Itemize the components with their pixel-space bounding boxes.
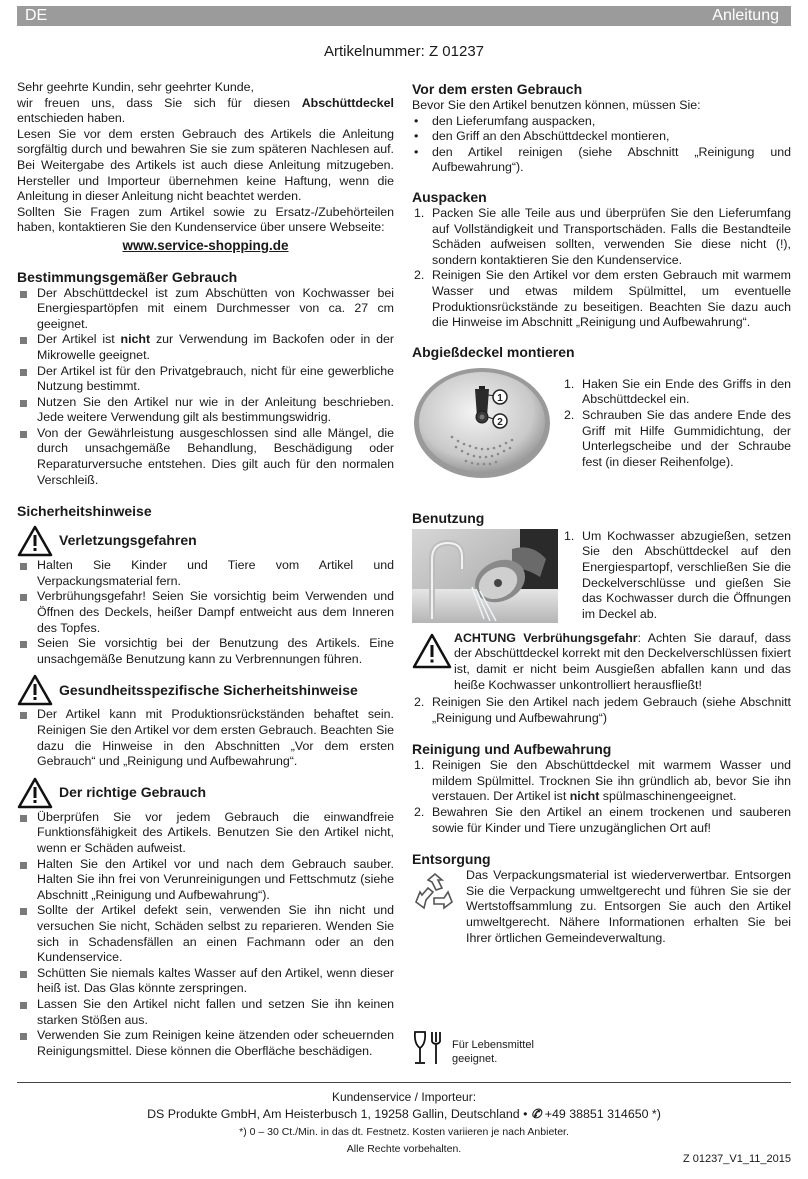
- list-item: 1. Reinigen Sie den Abschüttdeckel mit warmem Wasser und mildem Spülmittel. Trocknen Sie ihn gründlich ab, bevor Sie ihn verstauen. Der Artikel ist nicht spülmaschinengeeignet.: [414, 758, 791, 804]
- list-item: Verbrühungsgefahr! Seien Sie vorsichtig beim Verwenden und Öffnen des Deckels, heißer Dampf entweicht aus dem Inneren des Topfes.: [17, 589, 394, 636]
- list-item: Schütten Sie niemals kaltes Wasser auf den Artikel, wenn dieser heiß ist. Das Glas könnte zerspringen.: [17, 966, 394, 997]
- list-item: Der Artikel ist für den Privatgebrauch, nicht für eine gewerbliche Nutzung bestimmt.: [17, 364, 394, 395]
- list-item: Der Artikel kann mit Produktionsrückständen behaftet sein. Reinigen Sie den Artikel vor dem ersten Gebrauch. Beachten Sie dazu die Hinweise in den Abschnitten „Vor dem ersten Gebrauch“ und „Reinigung und Aufbewahrung“.: [17, 707, 394, 769]
- callout-2: 2: [497, 416, 503, 428]
- pouring-photo: [412, 529, 558, 623]
- language-code: DE: [25, 7, 48, 24]
- list-item: • den Artikel reinigen (siehe Abschnitt „Reinigung und Aufbewahrung“).: [412, 145, 791, 176]
- recycling-icon: [412, 870, 458, 916]
- footer-address: DS Produkte GmbH, Am Heisterbusch 1, 19258 Gallin, Deutschland • ✆ +49 38851 314650 *): [147, 1107, 661, 1121]
- list-item: 2. Reinigen Sie den Artikel nach jedem Gebrauch (siehe Abschnitt „Reinigung und Aufbewahrung“): [414, 695, 791, 725]
- list-item: Von der Gewährleistung ausgeschlossen sind alle Mängel, die durch unsachgemäße Behandlung, Beschädigung oder Reparaturversuche entstehen. Dies gilt auch für den normalen Verschleiß.: [17, 426, 394, 488]
- health-warning-heading: Gesundheitsspezifische Sicherheitshinweise: [17, 673, 394, 707]
- mounting-list: [562, 377, 791, 481]
- list-item: Nutzen Sie den Artikel nur wie in der Anleitung beschrieben. Jede weitere Verwendung gilt als bestimmungswidrig.: [17, 395, 394, 426]
- list-item: 1. Packen Sie alle Teile aus und überprüfen Sie den Lieferumfang auf Vollständigkeit und Transportschäden. Falls die Bestandteile Schäden aufweisen sollten, verwenden Sie diese nicht (!), sondern kontaktieren Sie den Kundenservice.: [414, 205, 791, 267]
- proper-use-warning-heading: Der richtige Gebrauch: [17, 776, 394, 810]
- food-safe-line-1: Für Lebensmittel: [452, 1039, 534, 1051]
- footer-cost-note: *) 0 – 30 Ct./Min. in das dt. Festnetz. Kosten variieren je nach Anbieter.: [239, 1126, 569, 1138]
- disposal-section: [412, 868, 791, 946]
- intro-paragraph-2: Lesen Sie vor dem ersten Gebrauch des Artikels die Anleitung sorgfältig durch und bewahren Sie sie zum späteren Nachlesen auf. Bei Weitergabe des Artikels ist auch diese Anleitung mitzugeben. Hersteller und Importeur übernehmen keine Haftung, wenn die Anleitung in dieser Anleitung nicht beachtet werden.: [17, 126, 394, 204]
- list-item: Halten Sie Kinder und Tiere vom Artikel und Verpackungsmaterial fern.: [17, 558, 394, 589]
- unpacking-heading: Auspacken: [412, 188, 487, 205]
- header-bar: [17, 6, 791, 26]
- proper-use-list: [17, 810, 394, 1060]
- list-item: • den Lieferumfang auspacken,: [412, 114, 791, 130]
- mounting-section: [412, 365, 791, 481]
- phone-icon: ✆: [530, 1107, 542, 1121]
- lid-illustration: [412, 365, 558, 481]
- disposal-heading: Entsorgung: [412, 851, 491, 868]
- callout-1: 1: [497, 392, 503, 404]
- list-item: Lassen Sie den Artikel nicht fallen und setzen Sie ihn keinen starken Stößen aus.: [17, 997, 394, 1028]
- warning-triangle-icon: [412, 633, 452, 669]
- left-column: [17, 80, 394, 1059]
- warning-triangle-icon: [17, 674, 53, 706]
- food-safe-line-2: geeignet.: [452, 1053, 498, 1065]
- list-item: 2. Schrauben Sie das andere Ende des Griff mit Hilfe Gummidichtung, der Unterlegscheibe und der Schraube fest (in dieser Reihenfolge).: [564, 407, 791, 469]
- injury-warning-heading: Verletzungsgefahren: [17, 524, 394, 558]
- usage-heading: Benutzung: [412, 509, 485, 526]
- greeting: Sehr geehrte Kundin, sehr geehrter Kunde,: [17, 80, 254, 94]
- header-title: Anleitung: [712, 7, 779, 24]
- list-item: Überprüfen Sie vor jedem Gebrauch die einwandfreie Funktionsfähigkeit des Artikels. Benutzen Sie den Artikel nicht, wenn er Schäden aufweist.: [17, 810, 394, 857]
- food-safe-note: [412, 1030, 534, 1066]
- usage-section: [412, 529, 791, 623]
- footer-rights: Alle Rechte vorbehalten.: [346, 1143, 462, 1155]
- right-column: [412, 80, 791, 946]
- scald-warning-text: ACHTUNG Verbrühungsgefahr: Achten Sie darauf, dass der Abschüttdeckel korrekt mit den Deckelverschlüssen fixiert ist, damit er nicht beim Ausgießen abfallen kann und das heiße Kochwasser unkontrolliert herausfließt!: [454, 630, 791, 692]
- list-item: • den Griff an den Abschüttdeckel montieren,: [412, 129, 791, 145]
- footer-service-label: Kundenservice / Importeur:: [331, 1090, 477, 1104]
- injury-list: [17, 558, 394, 667]
- footer-divider: [17, 1082, 791, 1083]
- intended-use-list: [17, 286, 394, 489]
- list-item: Halten Sie den Artikel vor und nach dem Gebrauch sauber. Halten Sie ihn frei von Verunreinigungen und Fettschmutz (siehe Abschnitt „Reinigung und Aufbewahrung“).: [17, 857, 394, 904]
- disposal-text: Das Verpackungsmaterial ist wiederverwertbar. Entsorgen Sie die Verpackung umweltgerecht und führen Sie sie der Wertstoffsammlung zu. Entsorgen Sie auch den Artikel umweltgerecht. Nähere Informationen erhalten Sie bei Ihrer örtlichen Gemeindeverwaltung.: [466, 868, 791, 945]
- scald-warning: [412, 631, 791, 693]
- unpacking-list: [412, 206, 791, 331]
- health-list: [17, 707, 394, 769]
- list-item: Sollte der Artikel defekt sein, verwenden Sie ihn nicht und versuchen Sie nicht, Schäden selbst zu reparieren. Wenden Sie sich in Schadensfällen an einen Fachmann oder an den Kundenservice.: [17, 903, 394, 965]
- intro-paragraph-1: wir freuen uns, dass Sie sich für diesen Abschüttdeckel entschieden haben.: [17, 95, 394, 126]
- cleaning-list: [412, 758, 791, 836]
- safety-heading: Sicherheitshinweise: [17, 503, 152, 520]
- list-item: Der Artikel ist nicht zur Verwendung im Backofen oder in der Mikrowelle geeignet.: [17, 332, 394, 363]
- version-code: Z 01237_V1_11_2015: [682, 1153, 791, 1165]
- list-item: 2. Bewahren Sie den Artikel an einem trockenen und sauberen sowie für Kinder und Tiere unzugänglichen Ort auf!: [414, 805, 791, 835]
- list-item: Verwenden Sie zum Reinigen keine ätzenden oder scheuernden Reinigungsmittel. Diese können die Oberfläche beschädigen.: [17, 1028, 394, 1059]
- before-first-use-list: [412, 114, 791, 176]
- food-safe-glass-fork-icon: [412, 1030, 442, 1066]
- list-item: Seien Sie vorsichtig bei der Benutzung des Artikels. Eine unsachgemäße Benutzung kann zu Verbrennungen führen.: [17, 636, 394, 667]
- before-first-use-heading: Vor dem ersten Gebrauch: [412, 81, 583, 97]
- list-item: 2. Reinigen Sie den Artikel vor dem ersten Gebrauch mit warmem Wasser und etwas mildem Spülmittel, um eventuelle Produktionsrückstände zu beseitigen. Beachten Sie dazu auch die Hinweise im Abschnitt „Reinigung und Aufbewahrung“.: [414, 268, 791, 330]
- article-number: Artikelnummer: Z 01237: [323, 43, 485, 60]
- usage-list-1: [562, 529, 791, 623]
- list-item: 1. Um Kochwasser abzugießen, setzen Sie den Abschüttdeckel auf den Energiespartopf, verschließen Sie die Deckelverschlüsse und gießen Sie das Kochwasser durch die Öffnungen im Deckel ab.: [564, 528, 791, 621]
- cleaning-heading: Reinigung und Aufbewahrung: [412, 741, 612, 758]
- mounting-heading: Abgießdeckel montieren: [412, 343, 575, 360]
- list-item: Der Abschüttdeckel ist zum Abschütten von Kochwasser bei Energiespartöpfen mit einem Durchmesser von ca. 27 cm geeignet.: [17, 286, 394, 333]
- usage-list-2: [412, 695, 791, 726]
- service-website-link[interactable]: www.service-shopping.de: [122, 237, 289, 253]
- before-first-use-intro: Bevor Sie den Artikel benutzen können, müssen Sie:: [412, 98, 701, 112]
- list-item: 1. Haken Sie ein Ende des Griffs in den Abschüttdeckel ein.: [564, 376, 791, 407]
- intro-paragraph-3: Sollten Sie Fragen zum Artikel sowie zu Ersatz-/Zubehörteilen haben, kontaktieren Sie den Kundenservice über unsere Webseite:: [17, 204, 394, 235]
- warning-triangle-icon: [17, 777, 53, 809]
- intended-use-heading: Bestimmungsgemäßer Gebrauch: [17, 268, 238, 285]
- warning-triangle-icon: [17, 525, 53, 557]
